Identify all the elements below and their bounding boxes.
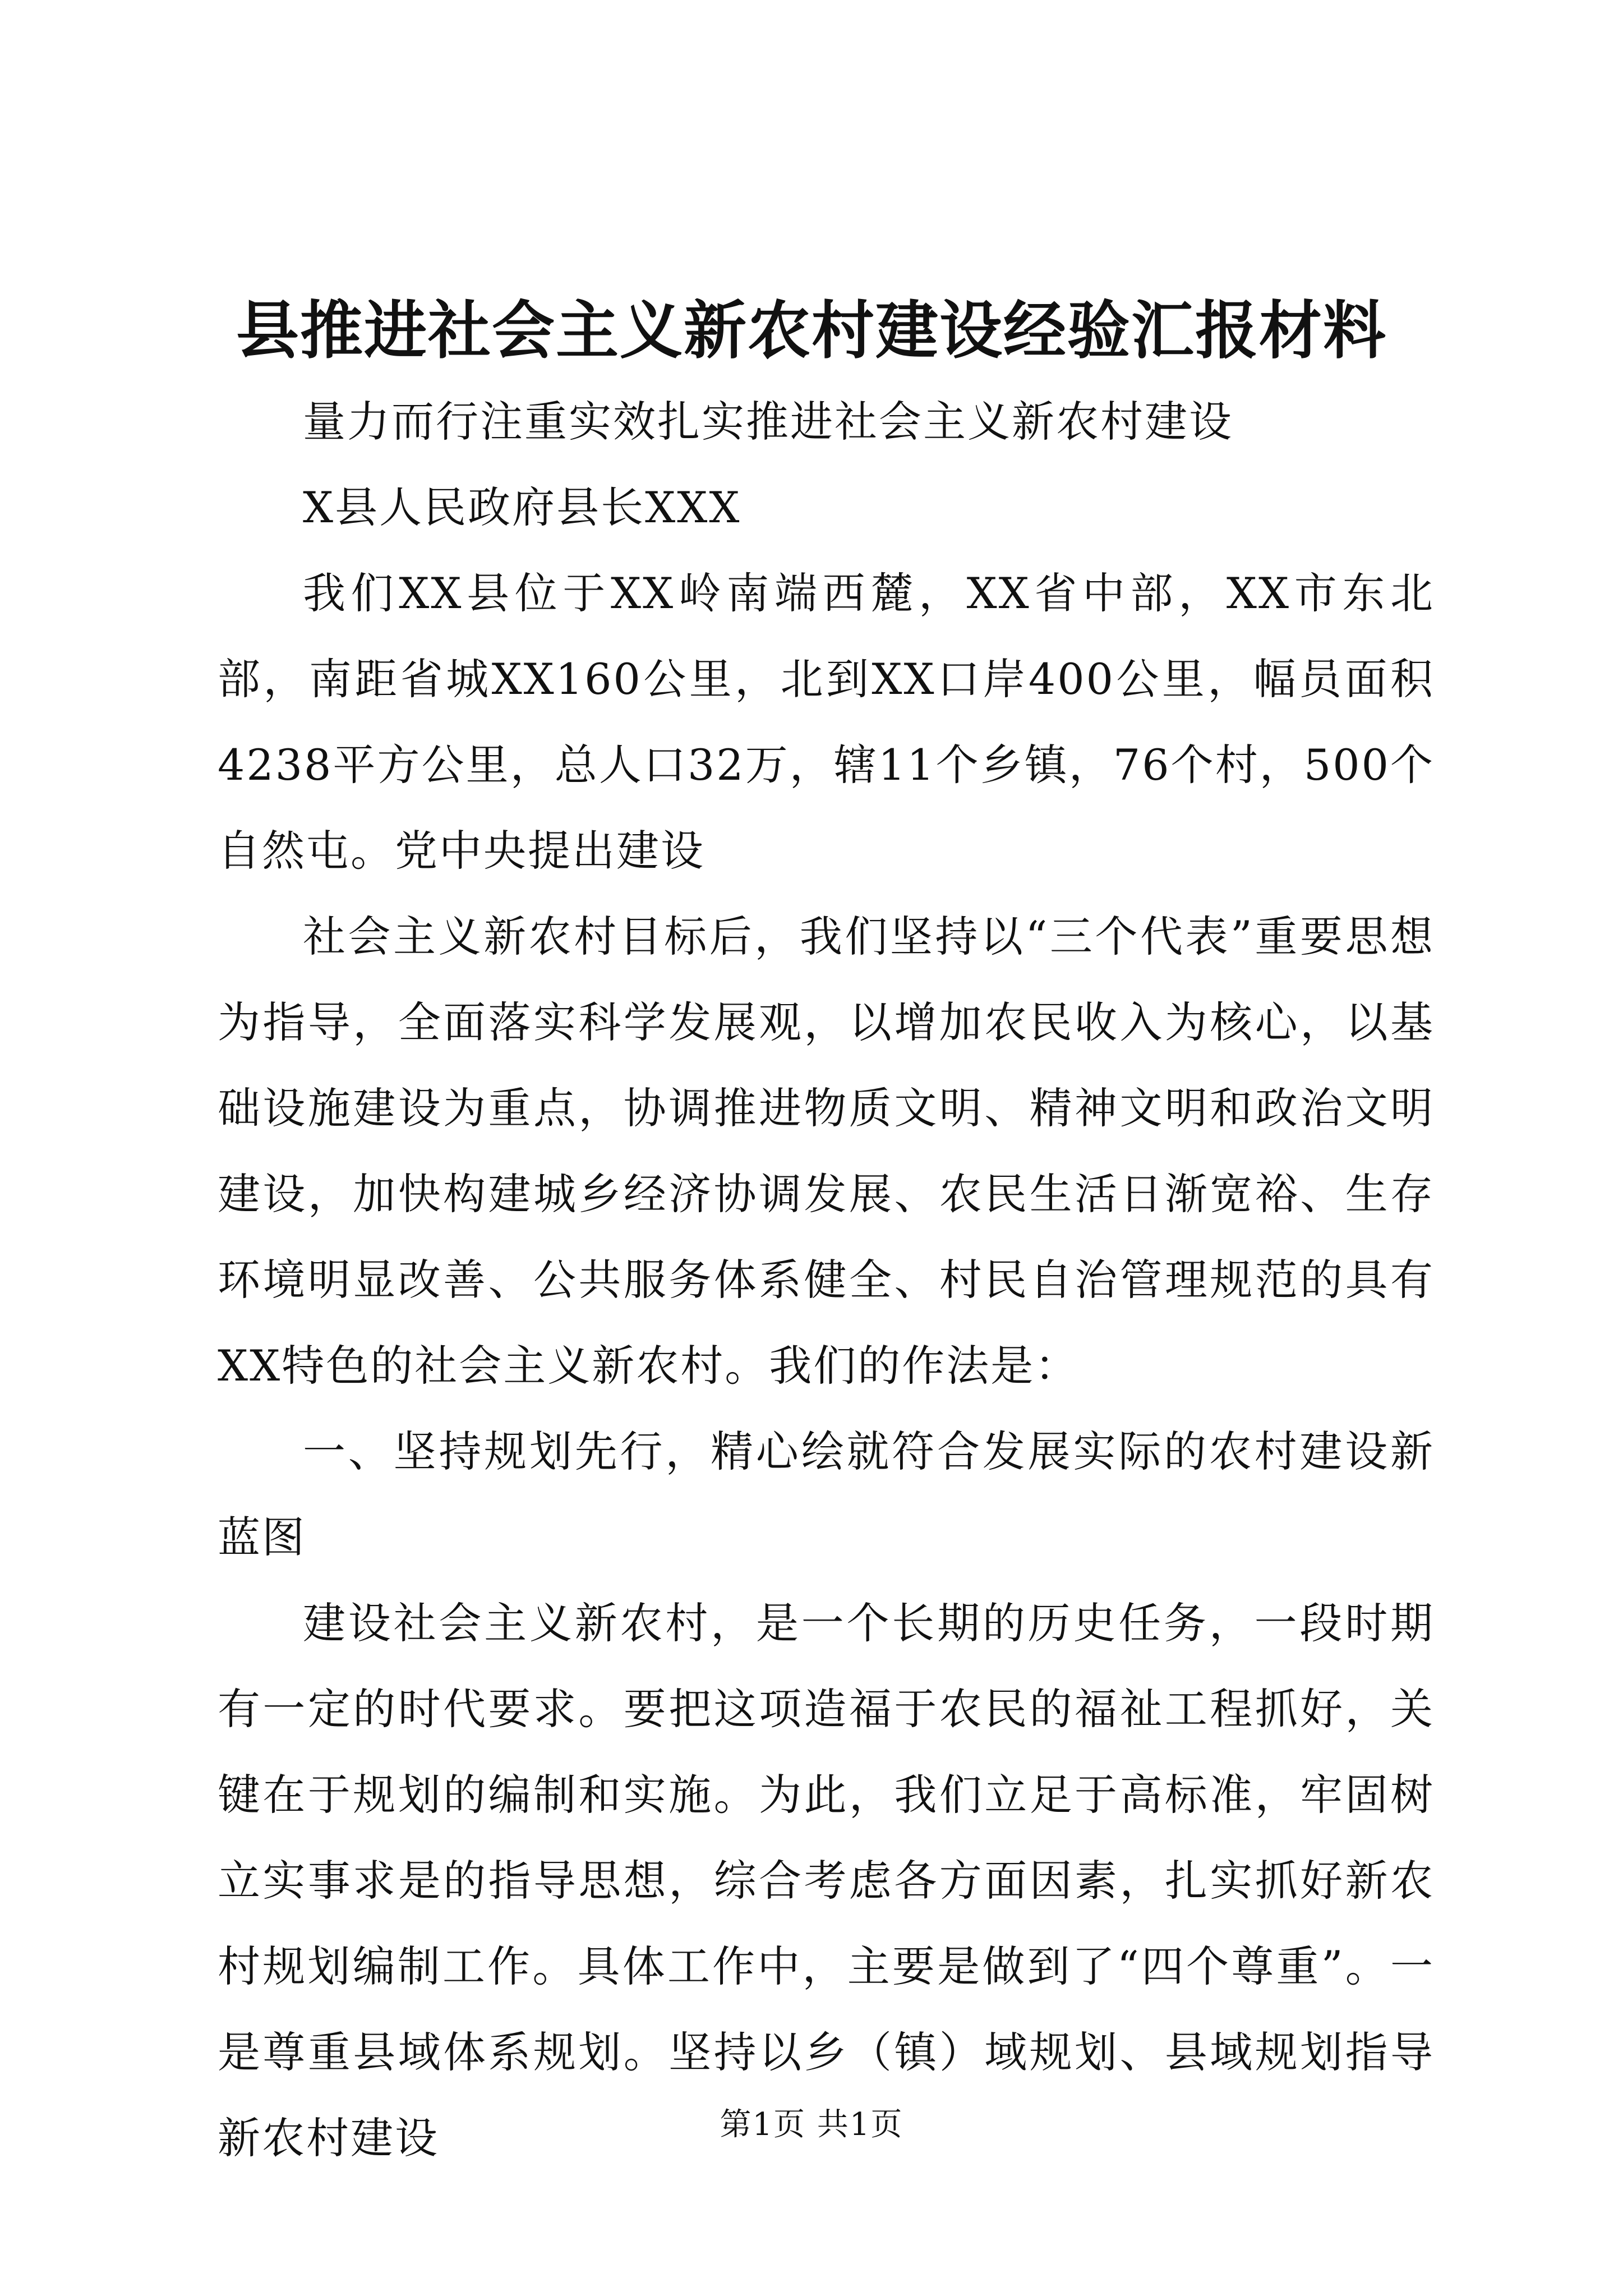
body-paragraph: 建设社会主义新农村，是一个长期的历史任务，一段时期有一定的时代要求。要把这项造福于农民的福祉工程抓好，关键在于规划的编制和实施。为此，我们立足于高标准，牢固树立实事求是的指导思想，综合考虑各方面因素，扎实抓好新农村规划编制工作。具体工作中，主要是做到了“四个尊重”。一是尊重县域体系规划。坚持以乡（镇）域规划、县域规划指导新农村建设	[218, 1598, 1435, 2163]
subtitle-paragraph: 量力而行注重实效扎实推进社会主义新农村建设	[303, 397, 1233, 447]
body-paragraph: 社会主义新农村目标后，我们坚持以“三个代表”重要思想为指导，全面落实科学发展观，以增加农民收入为核心，以基础设施建设为重点，协调推进物质文明、精神文明和政治文明建设，加快构建城乡经济协调发展、农民生活日渐宽裕、生存环境明显改善、公共服务体系健全、村民自治管理规范的具有XX特色的社会主义新农村。我们的作法是：	[218, 912, 1435, 1391]
author-paragraph: X县人民政府县长XXX	[303, 482, 741, 532]
document-body	[218, 379, 1435, 2181]
body-paragraph: 我们XX县位于XX岭南端西麓，XX省中部，XX市东北部，南距省城XX160公里，北到XX口岸400公里，幅员面积4238平方公里，总人口32万，辖11个乡镇，76个村，500个自然屯。党中央提出建设	[218, 568, 1435, 876]
section-heading: 一、坚持规划先行，精心绘就符合发展实际的农村建设新蓝图	[218, 1427, 1435, 1562]
document-title: 县推进社会主义新农村建设经验汇报材料	[236, 294, 1387, 367]
page-footer: 第1页 共1页	[720, 2106, 903, 2143]
